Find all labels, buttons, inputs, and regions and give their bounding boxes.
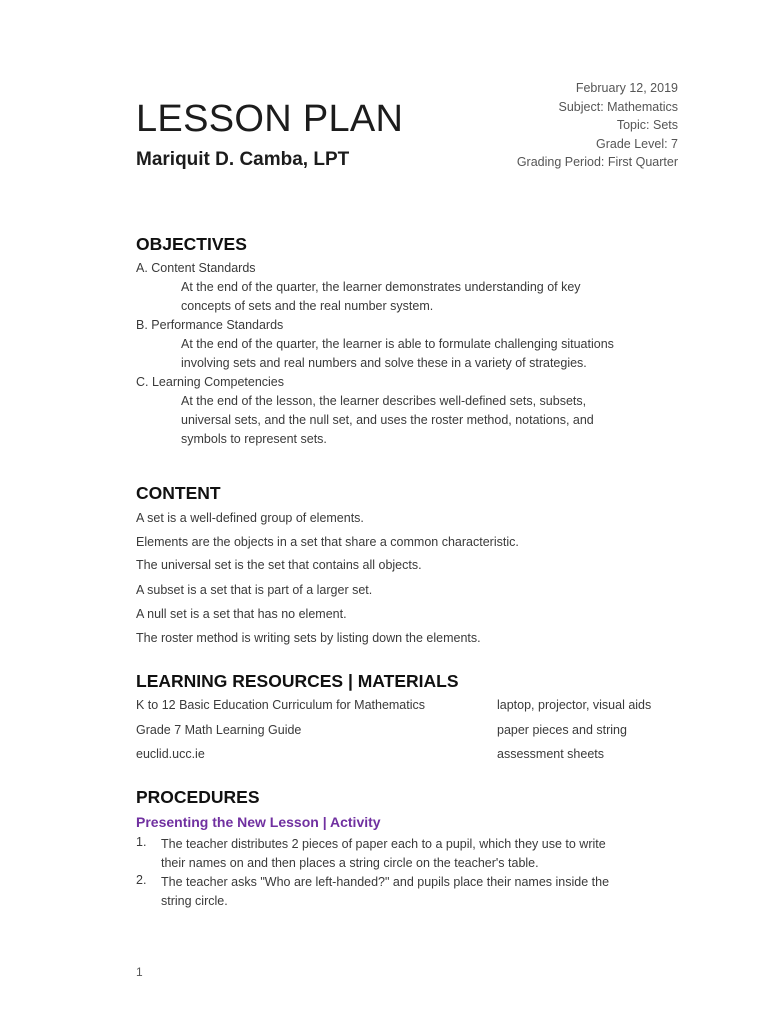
- material-item: paper pieces and string: [497, 723, 627, 737]
- page-number: 1: [136, 965, 143, 979]
- procedure-line: The teacher distributes 2 pieces of paper each to a pupil, which they use to write: [161, 837, 606, 851]
- procedure-item: [161, 835, 606, 873]
- content-line: A set is a well-defined group of elements.: [136, 511, 364, 525]
- procedure-number: 1.: [136, 835, 147, 849]
- meta-topic: Topic: Sets: [616, 118, 678, 133]
- content-line: A null set is a set that has no element.: [136, 607, 347, 621]
- learning-competencies-text-3: symbols to represent sets.: [181, 432, 327, 446]
- learning-competencies-text-2: universal sets, and the null set, and uses the roster method, notations, and: [181, 413, 594, 427]
- meta-grade: Grade Level: 7: [596, 136, 678, 151]
- meta-period: Grading Period: First Quarter: [516, 155, 678, 170]
- resources-heading: LEARNING RESOURCES | MATERIALS: [136, 671, 459, 691]
- content-line: The universal set is the set that contains all objects.: [136, 558, 422, 572]
- author-name: Mariquit D. Camba, LPT: [136, 149, 350, 170]
- resource-item: euclid.ucc.ie: [136, 747, 205, 761]
- procedure-number: 2.: [136, 873, 147, 887]
- content-line: The roster method is writing sets by listing down the elements.: [136, 631, 481, 645]
- procedure-line: their names on and then places a string circle on the teacher's table.: [161, 856, 539, 870]
- lesson-metadata: [517, 79, 678, 172]
- meta-subject: Subject: Mathematics: [558, 99, 678, 114]
- procedure-line: The teacher asks "Who are left-handed?" and pupils place their names inside the: [161, 875, 610, 889]
- content-standards-text-2: concepts of sets and the real number system.: [181, 299, 434, 313]
- resource-item: Grade 7 Math Learning Guide: [136, 723, 302, 737]
- content-standards-label: A. Content Standards: [136, 261, 256, 275]
- content-heading: CONTENT: [136, 483, 221, 503]
- performance-standards-text-1: At the end of the quarter, the learner is able to formulate challenging situations: [181, 337, 614, 351]
- performance-standards-label: B. Performance Standards: [136, 318, 284, 332]
- resource-item: K to 12 Basic Education Curriculum for Mathematics: [136, 698, 426, 712]
- meta-date: February 12, 2019: [575, 81, 678, 95]
- performance-standards-text-2: involving sets and real numbers and solve these in a variety of strategies.: [181, 356, 587, 370]
- procedure-line: string circle.: [161, 894, 228, 908]
- objectives-heading: OBJECTIVES: [136, 234, 247, 254]
- material-item: assessment sheets: [497, 747, 604, 761]
- learning-competencies-label: C. Learning Competencies: [136, 375, 284, 389]
- page-title: LESSON PLAN: [136, 98, 404, 140]
- learning-competencies-text-1: At the end of the lesson, the learner describes well-defined sets, subsets,: [181, 394, 587, 408]
- content-line: Elements are the objects in a set that share a common characteristic.: [136, 535, 519, 549]
- material-item: laptop, projector, visual aids: [497, 698, 652, 712]
- procedures-subheading: Presenting the New Lesson | Activity: [136, 814, 381, 830]
- procedures-heading: PROCEDURES: [136, 787, 260, 807]
- content-line: A subset is a set that is part of a larger set.: [136, 583, 373, 597]
- content-standards-text-1: At the end of the quarter, the learner demonstrates understanding of key: [181, 280, 581, 294]
- procedure-item: [161, 873, 609, 911]
